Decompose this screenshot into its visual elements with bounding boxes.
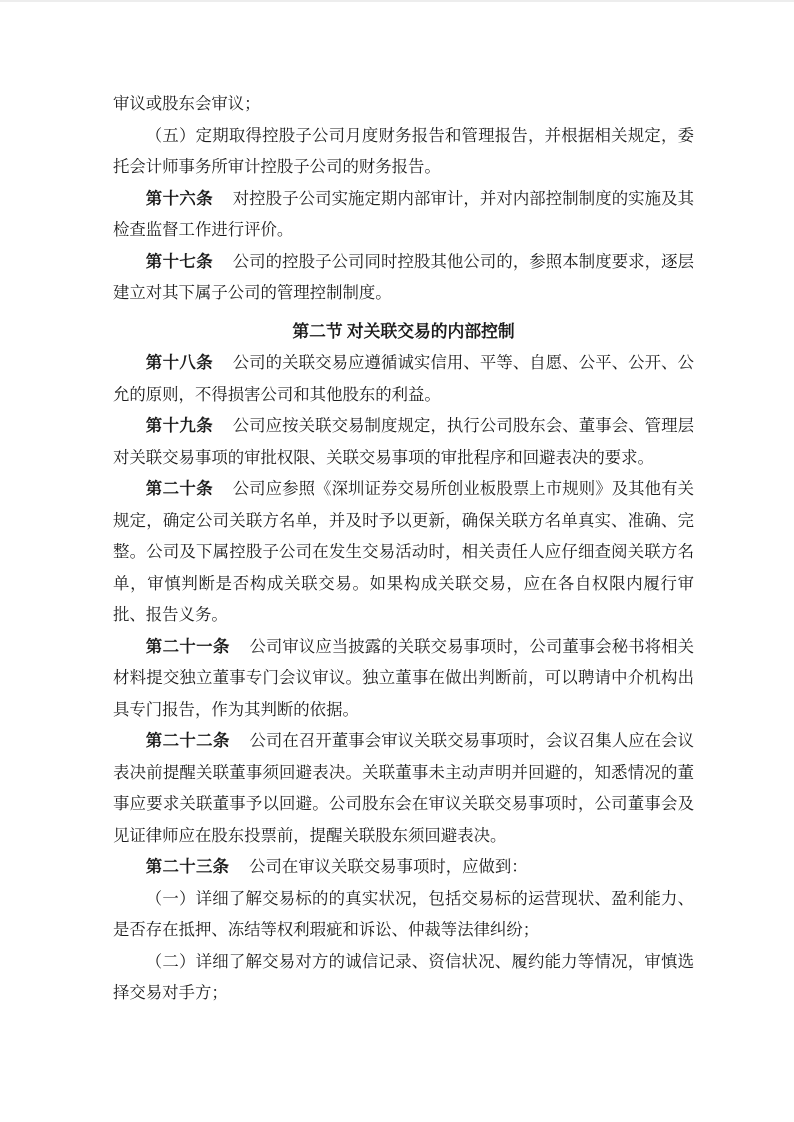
article-text: 公司应参照《深圳证券交易所创业板股票上市规则》及其他有关规定，确定公司关联方名单，并及时予以更新，确保关联方名单真实、准确、完整。公司及下属控股子公司在发生交易活动时，相关责任人应仔细查阅关联方名单，审慎判断是否构成关联交易。如果构成关联交易，应在各自权限内履行审批、报告义务。 (113, 479, 695, 624)
body-paragraph (113, 88, 694, 120)
body-paragraph (113, 120, 694, 183)
article-paragraph (113, 851, 694, 883)
article-number: 第二十条 (145, 479, 214, 498)
paragraph-text: 审议或股东会审议； (113, 94, 261, 113)
body-paragraph (113, 883, 694, 946)
body-paragraph (113, 946, 694, 1009)
article-text: 公司的关联交易应遵循诚实信用、平等、自愿、公平、公开、公允的原则，不得损害公司和其他股东的利益。 (113, 353, 695, 404)
article-paragraph (113, 246, 694, 309)
article-text: 公司审议应当披露的关联交易事项时，公司董事会秘书将相关材料提交独立董事专门会议审议。独立董事在做出判断前，可以聘请中介机构出具专门报告，作为其判断的依据。 (113, 636, 695, 719)
article-text: 公司在召开董事会审议关联交易事项时，会议召集人应在会议表决前提醒关联董事须回避表决。关联董事未主动声明并回避的，知悉情况的董事应要求关联董事予以回避。公司股东会在审议关联交易事项时，公司董事会及见证律师应在股东投票前，提醒关联股东须回避表决。 (113, 731, 695, 845)
article-number: 第十九条 (145, 416, 214, 435)
article-number: 第十七条 (145, 251, 214, 271)
article-text: 公司的控股子公司同时控股其他公司的，参照本制度要求，逐层建立对其下属子公司的管理控制制度。 (113, 251, 695, 302)
article-text: 对控股子公司实施定期内部审计，并对内部控制制度的实施及其检查监督工作进行评价。 (113, 188, 695, 239)
article-number: 第二十三条 (145, 857, 230, 876)
article-number: 第十八条 (145, 353, 214, 372)
paragraph-text: （二）详细了解交易对方的诚信记录、资信状况、履约能力等情况，审慎选择交易对手方； (113, 951, 694, 1002)
article-paragraph (113, 473, 694, 631)
article-paragraph (113, 347, 694, 410)
paragraph-text: （五）定期取得控股子公司月度财务报告和管理报告，并根据相关规定，委托会计师事务所审计控股子公司的财务报告。 (113, 125, 694, 176)
article-number: 第十六条 (145, 188, 214, 208)
paragraph-text: （一）详细了解交易标的的真实状况，包括交易标的运营现状、盈利能力、是否存在抵押、冻结等权利瑕疵和诉讼、仲裁等法律纠纷； (113, 888, 694, 939)
article-paragraph (113, 631, 694, 726)
article-paragraph (113, 725, 694, 851)
article-text: 公司应按关联交易制度规定，执行公司股东会、董事会、管理层对关联交易事项的审批权限、关联交易事项的审批程序和回避表决的要求。 (113, 416, 695, 467)
article-paragraph (113, 410, 694, 473)
article-number: 第二十一条 (145, 636, 230, 656)
article-number: 第二十二条 (145, 731, 230, 750)
article-paragraph (113, 183, 694, 246)
section-heading: 第二节 对关联交易的内部控制 (292, 321, 515, 341)
document-body (113, 88, 694, 1009)
article-text: 公司在审议关联交易事项时，应做到： (249, 857, 528, 876)
